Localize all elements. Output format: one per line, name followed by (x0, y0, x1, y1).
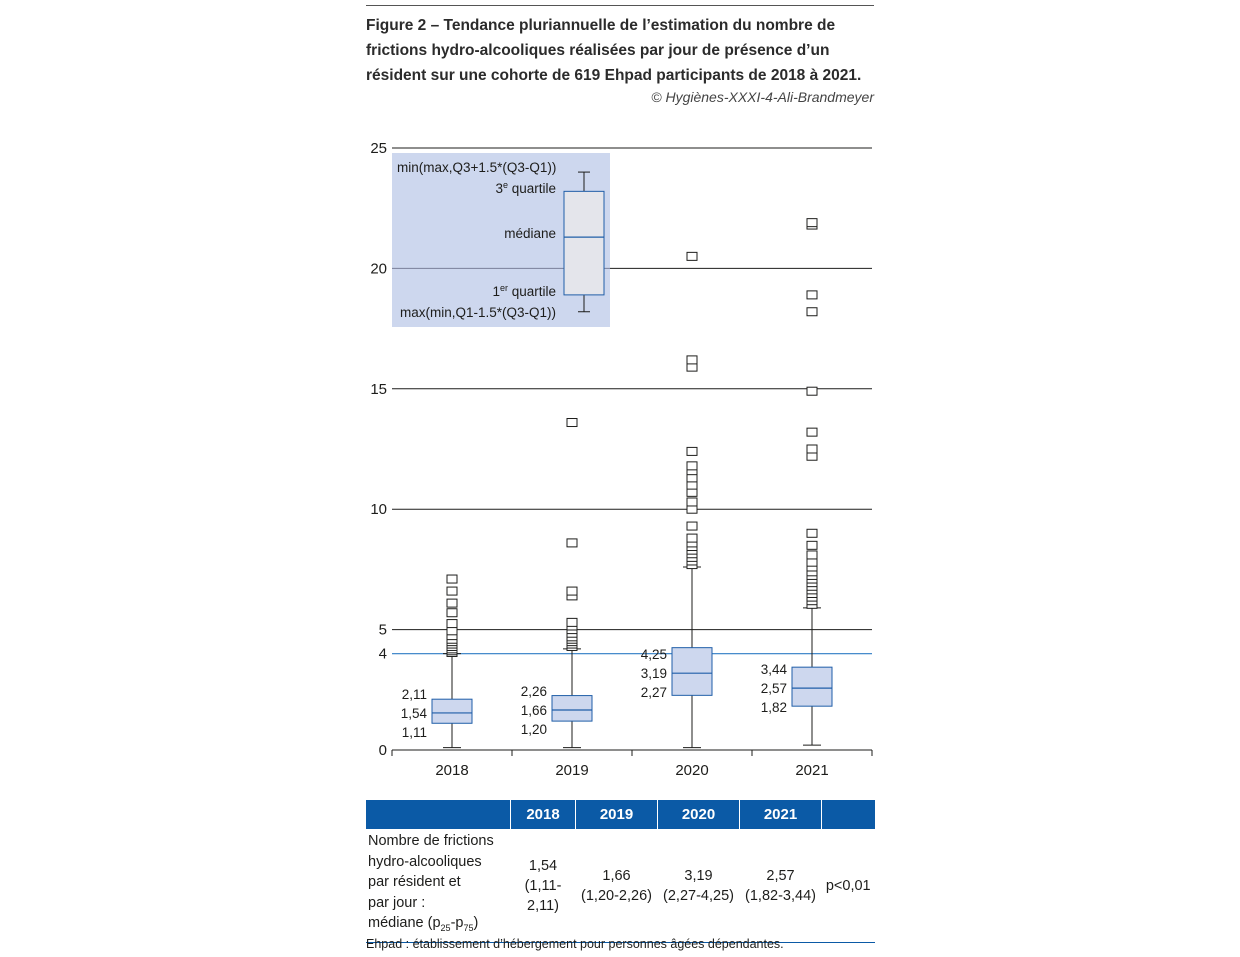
legend-label-bottom: max(min,Q1-1.5*(Q3-Q1)) (399, 305, 556, 320)
outlier-point (447, 609, 457, 617)
table-row (366, 829, 875, 943)
legend-label-sup: er (499, 283, 508, 293)
q1-label: 2,27 (640, 685, 667, 701)
table-cell-2020 (658, 829, 740, 943)
outlier-point (807, 308, 817, 316)
median-label: 2,57 (760, 681, 787, 697)
x-tick-label: 2018 (435, 762, 469, 779)
cell-median: 2,57 (766, 867, 795, 884)
outlier-point (807, 428, 817, 436)
box-2021 (792, 667, 832, 706)
row-label-line: hydro-alcooliques (368, 853, 482, 870)
legend-label-sup: e (502, 180, 508, 190)
row-label-sub: 75 (463, 922, 474, 933)
outlier-point (807, 387, 817, 395)
y-tick-label: 4 (378, 645, 387, 663)
box-2020 (672, 648, 712, 696)
cell-median: 1,54 (528, 857, 558, 874)
median-label: 1,54 (400, 705, 427, 721)
cell-median: 3,19 (684, 867, 713, 884)
y-tick-label: 25 (370, 140, 387, 157)
row-label-line: Nombre de frictions (368, 833, 494, 849)
y-tick-label: 0 (378, 742, 387, 759)
table-header-pvalue (822, 800, 876, 829)
table-cell-2019 (576, 829, 658, 943)
row-label-line: par résident et (368, 874, 461, 890)
q1-label: 1,20 (520, 722, 547, 738)
outlier-point (807, 529, 817, 537)
outlier-point (567, 539, 577, 547)
summary-table (366, 800, 875, 943)
row-label-line: médiane (p (368, 915, 441, 931)
table-header-2019: 2019 (576, 800, 658, 829)
legend-label-part: 1 (492, 284, 500, 299)
outlier-point (807, 551, 817, 559)
legend-label-median: médiane (504, 226, 556, 241)
q3-label: 3,44 (760, 662, 787, 678)
outlier-point (687, 252, 697, 260)
q3-label: 2,26 (520, 684, 547, 700)
outlier-point (447, 575, 457, 583)
outlier-point (687, 498, 697, 506)
outlier-point (567, 618, 577, 626)
outlier-point (687, 462, 697, 470)
figure-credit: © Hygiènes-XXXI-4-Ali-Brandmeyer (651, 89, 874, 105)
outlier-point (687, 447, 697, 455)
outlier-point (687, 534, 697, 542)
outlier-point (447, 599, 457, 607)
table-header-2021: 2021 (740, 800, 822, 829)
x-tick-label: 2019 (555, 762, 589, 779)
row-label-line: -p (450, 915, 464, 931)
y-tick-label: 15 (370, 380, 387, 398)
outlier-point (567, 419, 577, 427)
y-tick-label: 20 (370, 260, 387, 278)
median-label: 3,19 (640, 666, 667, 682)
cell-range: (1,82-3,44) (745, 887, 816, 904)
legend-label-part: 3 (495, 181, 503, 196)
q3-label: 4,25 (640, 647, 667, 663)
outlier-point (447, 620, 457, 628)
cell-range: (1,20-2,26) (581, 887, 652, 904)
row-label-line: ) (473, 915, 479, 931)
q3-label: 2,11 (401, 686, 427, 702)
table-header-row (366, 800, 875, 829)
outlier-point (807, 291, 817, 299)
q1-label: 1,11 (401, 724, 427, 740)
x-tick-label: 2020 (675, 762, 709, 779)
box-2019 (552, 696, 592, 722)
table-cell-pvalue: p<0,01 (822, 829, 876, 943)
outlier-point (807, 445, 817, 453)
cell-range: (2,27-4,25) (663, 887, 734, 904)
table-row-label (366, 829, 511, 943)
outlier-point (807, 219, 817, 227)
box-2018 (432, 699, 472, 723)
cell-median: 1,66 (602, 867, 631, 884)
y-tick-label: 5 (378, 621, 387, 639)
table-header-empty (366, 800, 511, 829)
legend-label-part: quartile (507, 181, 556, 196)
q1-label: 1,82 (760, 700, 787, 716)
outlier-point (447, 587, 457, 595)
figure-title: Figure 2 – Tendance pluriannuelle de l’estimation du nombre de frictions hydro-alcooliques réalisées par jour de présence d’un résident sur une cohorte de 619 Ehpad participants de 2018 à 2021. (366, 17, 862, 84)
outlier-point (807, 541, 817, 549)
table-header-2018: 2018 (511, 800, 576, 829)
row-label-sub: 25 (440, 922, 451, 933)
cell-range: (1,11-2,11) (524, 877, 562, 914)
table-cell-2021 (740, 829, 822, 943)
legend-label-part: quartile (507, 284, 556, 299)
table-header-2020: 2020 (658, 800, 740, 829)
table-cell-2018 (511, 829, 576, 943)
y-tick-label: 10 (370, 501, 387, 519)
x-tick-label: 2021 (795, 762, 829, 779)
median-label: 1,66 (520, 703, 547, 719)
legend-box (564, 191, 604, 295)
outlier-point (567, 587, 577, 595)
footnote: Ehpad : établissement d’hébergement pour personnes âgées dépendantes. (366, 937, 784, 951)
legend-label-top: min(max,Q3+1.5*(Q3-Q1)) (397, 160, 557, 175)
outlier-point (687, 356, 697, 364)
row-label-line: par jour : (368, 894, 426, 911)
outlier-point (687, 522, 697, 530)
